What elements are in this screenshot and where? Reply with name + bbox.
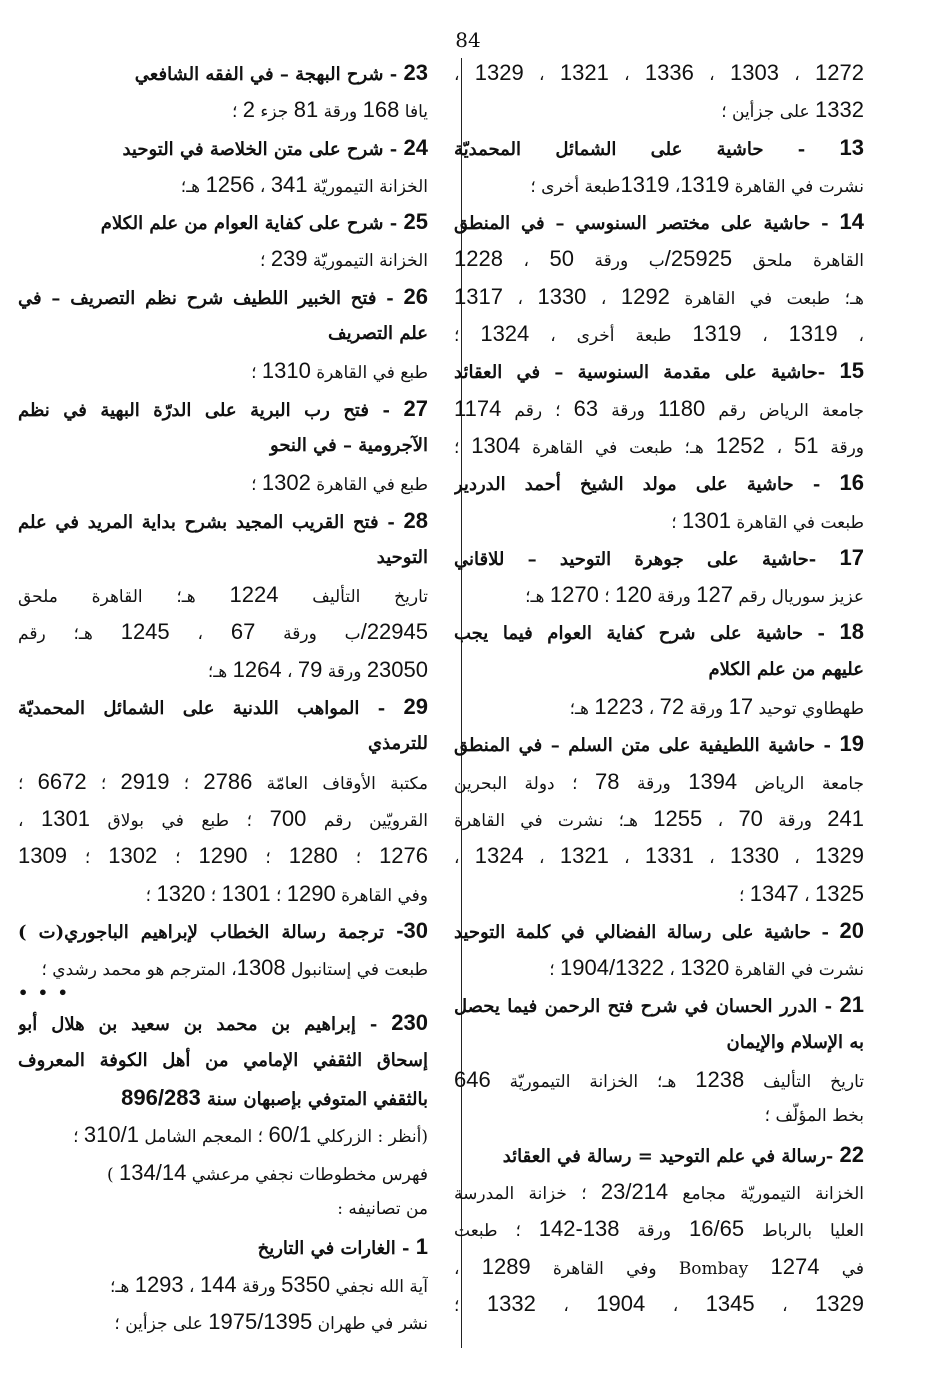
entry-text-line: 22945/ب ورقة 67 ، 1245 هـ؛ رقم	[18, 619, 428, 645]
entry-heading-line: 23 - شرح البهجة – في الفقه الشافعي	[134, 60, 428, 85]
entry-heading-line: 19 - حاشية اللطيفية على متن السلم – في المنطق	[454, 731, 864, 757]
entry-heading-line: 16 - حاشية على مولد الشيخ أحمد الدردير	[454, 470, 864, 496]
entry-heading-line: 28 - فتح القريب المجيد بشرح بداية المريد في علم	[18, 507, 428, 533]
entry-heading-line: 18 - حاشية على شرح كفاية العوام فيما يجب	[454, 619, 864, 645]
entry-text-line: 241 ورقة 70 ، 1255 هـ؛ نشرت في القاهرة	[454, 805, 864, 831]
entry-text-line: تاريخ التأليف 1238 هـ؛ الخزانة التيموريّة 646	[454, 1067, 864, 1093]
entry-text-line: آية الله نجفي 5350 ورقة 144 ، 1293 هـ؛	[109, 1271, 428, 1297]
entry-heading-line: بالثقفي المتوفي بإصبهان سنة 896/283	[121, 1085, 428, 1111]
entry-text-line: وفي القاهرة 1290 ؛ 1301 ؛ 1320 ؛	[145, 880, 428, 906]
entry-heading-line: 15 -حاشية على مقدمة السنوسية – في العقائد	[454, 358, 864, 384]
entry-heading-line: 230 - إبراهيم بن محمد بن سعيد بن هلال أبو	[18, 1010, 428, 1036]
entry-text-line: طبع في القاهرة 1302 ؛	[251, 470, 428, 496]
entry-text-line: جامعة الرياض 1394 ورقة 78 ؛ دولة البحرين	[454, 768, 864, 794]
entry-heading-line: 13 - حاشية على الشمائل المحمديّة	[454, 134, 864, 160]
entry-text-line: جامعة الرياض رقم 1180 ورقة 63 ؛ رقم 1174	[454, 395, 864, 421]
entry-text-line: الخزانة التيموريّة 341 ، 1256 هـ؛	[180, 171, 428, 197]
entry-text-line: (أنظر : الزركلي 60/1 ؛ المعجم الشامل 310/1 ؛	[73, 1122, 428, 1148]
entry-heading-line: 14 - حاشية على مختصر السنوسي – في المنطق	[454, 209, 864, 235]
entry-text-line: الخزانة التيموريّة مجامع 23/214 ؛ خزانة المدرسة	[454, 1178, 864, 1204]
section-separator: • • •	[18, 983, 70, 1003]
entry-text-line: نشرت في القاهرة 1320 ، 1904/1322 ؛	[549, 955, 864, 981]
entry-heading-line: 29 - المواهب اللدنية على الشمائل المحمديّة	[18, 694, 428, 720]
entry-heading-line: علم التصريف	[327, 323, 428, 345]
entry-text-line: مكتبة الأوقاف العامّة 2786 ؛ 2919 ؛ 6672 ؛	[18, 768, 428, 794]
entry-text-line: 1332 على جزأين ؛	[721, 97, 864, 123]
entry-heading-line: 30- ترجمة رسالة الخطاب لإبراهيم الباجوري(ت )	[18, 917, 428, 943]
entry-heading-line: التوحيد	[376, 546, 428, 568]
entry-text-line: عزيز سوريال رقم 127 ورقة 120 ؛ 1270 هـ؛	[525, 582, 864, 608]
entry-heading-line: به الإسلام والإيمان	[726, 1031, 864, 1053]
entry-text-line: فهرس مخطوطات نجفي مرعشي 134/14 )	[106, 1159, 428, 1185]
entry-text-line: في 1274 Bombay وفي القاهرة 1289 ،	[454, 1253, 864, 1279]
entry-text-line: ورقة 51 ، 1252 هـ؛ طبعت في القاهرة 1304 ؛	[454, 432, 864, 458]
entry-text-line: 1272 ، 1303 ، 1336 ، 1321 ، 1329 ،	[454, 60, 864, 85]
entry-text-line: طبع في القاهرة 1310 ؛	[251, 358, 428, 384]
entry-heading-line: 17 -حاشية على جوهرة التوحيد – للاقاني	[454, 544, 864, 570]
entry-text-line: 1329 ، 1345 ، 1904 ، 1332 ؛	[454, 1290, 864, 1316]
entry-text-line: طهطاوي توحيد 17 ورقة 72 ، 1223 هـ؛	[569, 694, 864, 720]
entry-heading-line: 21 - الدرر الحسان في شرح فتح الرحمن فيما يحصل	[454, 992, 864, 1018]
entry-heading-line: عليهم من علم الكلام	[708, 658, 864, 680]
entry-heading-line: 25 - شرح على كفاية العوام من علم الكلام	[100, 209, 428, 235]
entry-text-line: القرويّين رقم 700 ؛ طبع في بولاق 1301 ،	[18, 805, 428, 831]
entry-text-line: بخط المؤلّف ؛	[764, 1106, 864, 1127]
entry-heading-line: 20 - حاشية على رسالة الفضالي في كلمة التوحيد	[454, 917, 864, 943]
entry-heading-line: 27 - فتح رب البرية على الدرّة البهية في نظم	[18, 395, 428, 421]
entry-heading-line: 1 - الغارات في التاريخ	[257, 1234, 428, 1260]
entry-text-line: الخزانة التيموريّة 239 ؛	[260, 246, 428, 272]
entry-text-line: من تصانيفه :	[337, 1198, 428, 1219]
entry-text-line: نشر في طهران 1975/1395 على جزأين ؛	[114, 1308, 428, 1334]
entry-heading-line: 26 - فتح الخبير اللطيف شرح نظم التصريف – في	[18, 283, 428, 309]
entry-heading-line: إسحاق الثقفي الإمامي من أهل الكوفة المعروف	[18, 1049, 428, 1071]
entry-text-line: 1325 ، 1347 ؛	[738, 880, 864, 906]
entry-text-line: هـ؛ طبعت في القاهرة 1292 ، 1330 ، 1317	[454, 283, 864, 309]
entry-text-line: العليا بالرباط 16/65 ورقة 138-142 ؛ طبعت	[454, 1216, 864, 1242]
right-column	[454, 54, 864, 1322]
entry-heading-line: 22 -رسالة في علم التوحيد = رسالة في العقائد	[502, 1141, 864, 1167]
entry-text-line: تاريخ التأليف 1224 هـ؛ القاهرة ملحق	[18, 582, 428, 608]
entry-heading-line: 24 - شرح على متن الخلاصة في التوحيد	[122, 134, 428, 160]
entry-text-line: نشرت في القاهرة 1319، 1319طبعة أخرى ؛	[530, 171, 864, 197]
entry-text-line: ، 1319 ، 1319 طبعة أخرى ، 1324 ؛	[454, 321, 864, 347]
entry-text-line: 1276 ؛ 1280 ؛ 1290 ؛ 1302 ؛ 1309	[18, 843, 428, 869]
entry-text-line: يافا 168 ورقة 81 جزء 2 ؛	[231, 97, 428, 123]
entry-text-line: طبعت في القاهرة 1301 ؛	[671, 507, 864, 533]
entry-text-line: القاهرة ملحق 25925/ب ورقة 50 ، 1228	[454, 246, 864, 272]
entry-heading-line: للترمذي	[368, 733, 428, 755]
left-column	[18, 54, 428, 1340]
entry-text-line: 1329 ، 1330 ، 1331 ، 1321 ، 1324 ،	[454, 843, 864, 869]
page-number: 84	[455, 28, 481, 52]
entry-text-line: 23050 ورقة 79 ، 1264 هـ؛	[207, 656, 428, 682]
entry-text-line: طبعت في إستانبول 1308، المترجم هو محمد رشدي ؛	[41, 955, 428, 981]
entry-heading-line: الآجرومية – في النحو	[270, 434, 428, 456]
